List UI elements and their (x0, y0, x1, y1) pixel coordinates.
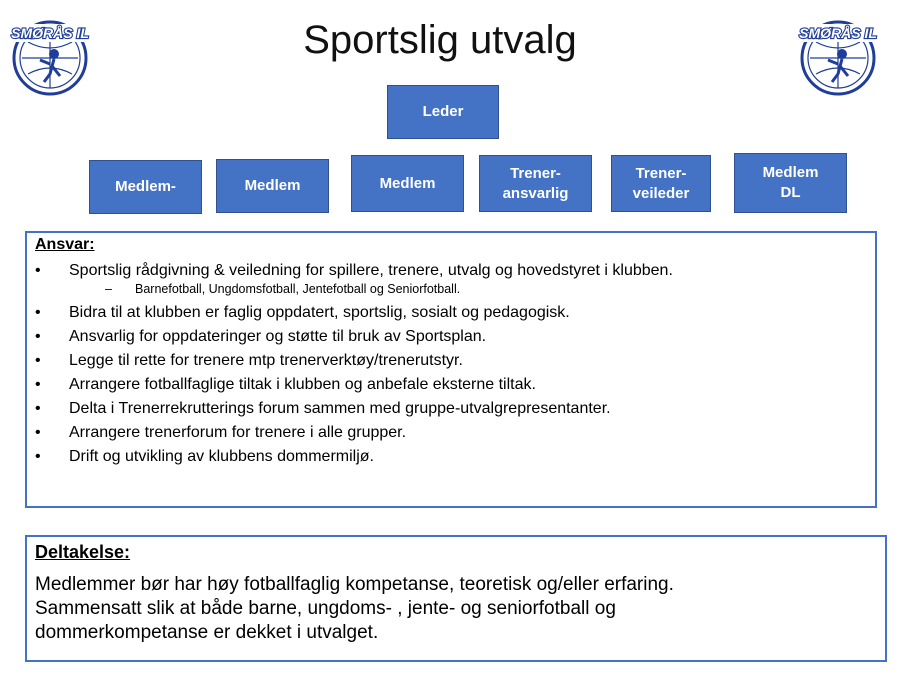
org-box-leader: Leder (387, 85, 499, 139)
org-box-trener-veileder: Trener- veileder (611, 155, 711, 212)
deltakelse-heading: Deltakelse: (35, 542, 131, 562)
bullet-icon: • (35, 304, 41, 321)
deltakelse-line: Sammensatt slik at både barne, ungdoms- , jente- og seniorfotball og (35, 598, 616, 619)
bullet-icon: • (35, 262, 41, 279)
list-item: • Drift og utvikling av klubbens dommermiljø. (27, 445, 867, 469)
list-item: • Bidra til at klubben er faglig oppdatert, sportslig, sosialt og pedagogisk. (27, 301, 867, 325)
bullet-icon: • (35, 400, 41, 417)
sub-list-item: – Barnefotball, Ungdomsfotball, Jentefotball og Seniorfotball. (105, 282, 461, 296)
ansvar-list (27, 259, 867, 469)
ansvar-heading: Ansvar: (35, 236, 95, 253)
list-item: • Arrangere trenerforum for trenere i alle grupper. (27, 421, 867, 445)
bullet-icon: • (35, 424, 41, 441)
deltakelse-line: dommerkompetanse er dekket i utvalget. (35, 622, 379, 643)
list-item: • Delta i Trenerrekrutterings forum sammen med gruppe-utvalgrepresentanter. (27, 397, 867, 421)
deltakelse-text (35, 573, 875, 645)
svg-text:SMØRÅS IL: SMØRÅS IL (799, 25, 877, 41)
svg-text:SMØRÅS IL: SMØRÅS IL (11, 25, 89, 41)
list-item: • Arrangere fotballfaglige tiltak i klubben og anbefale eksterne tiltak. (27, 373, 867, 397)
bullet-icon: • (35, 376, 41, 393)
org-box-medlem-dl: Medlem DL (734, 153, 847, 213)
org-box-member-2: Medlem (216, 159, 329, 213)
bullet-icon: • (35, 328, 41, 345)
deltakelse-line: Medlemmer bør har høy fotballfaglig kompetanse, teoretisk og/eller erfaring. (35, 574, 674, 595)
page-title: Sportslig utvalg (303, 18, 577, 62)
list-item: • Legge til rette for trenere mtp trenerverktøy/trenerutstyr. (27, 349, 867, 373)
bullet-icon: • (35, 448, 41, 465)
deltakelse-panel (25, 535, 887, 662)
dash-icon: – (105, 282, 112, 296)
org-box-trener-ansvarlig: Trener- ansvarlig (479, 155, 592, 212)
org-box-member-3: Medlem (351, 155, 464, 212)
list-item: • Ansvarlig for oppdateringer og støtte til bruk av Sportsplan. (27, 325, 867, 349)
org-box-member-1: Medlem- (89, 160, 202, 214)
ansvar-panel (25, 231, 877, 508)
bullet-icon: • (35, 352, 41, 369)
list-item: • Sportslig rådgivning & veiledning for spillere, trenere, utvalg og hovedstyret i klubben. (27, 259, 867, 283)
